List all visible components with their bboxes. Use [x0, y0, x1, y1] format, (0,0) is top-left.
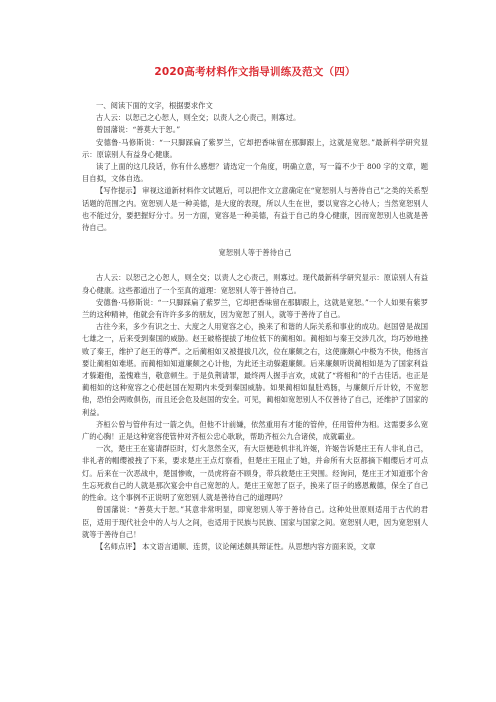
- material-quote-3: 安德鲁·马修斯说：“一只脚踩扁了紫罗兰，它却把香味留在那脚跟上，这就是宽恕。”最新科学研究显示：原谅别人有益身心健康。: [82, 137, 428, 159]
- page-title: 2020高考材料作文指导训练及范文（四）: [154, 66, 356, 78]
- task-heading: 一、阅读下面的文字，根据要求作文: [96, 101, 213, 110]
- essay-paragraph-5: 一次，楚庄王在宴请群臣时，灯火忽然全灭，有大臣便趁机非礼许姬，许姬告诉楚庄王有人非礼自己，非礼者的帽缨被拽了下来，要求楚庄王点灯察看，但楚庄王阻止了她，并命所有大臣都摘下帽缨后才可点灯。后来在一次恶战中，楚国惨败，一员虎将奋不顾身，带兵救楚庄王突围。经询问，楚庄王才知道那个舍生忘死救自己的人就是那次宴会中自己宽恕的人。楚庄王宽恕了臣子，换来了臣子的感恩戴德，保全了自己的性命。这个事例不正说明了宽恕别人就是善待自己的道理吗？: [82, 444, 428, 503]
- material-quote-2: 曾国藩说：“善莫大于恕。”: [96, 125, 181, 135]
- essay-paragraph-3: 古往今来，多少有识之士、大度之人用宽容之心，换来了和谐的人际关系和事业的成功。赵国曾是战国七雄之一，后来受到秦国的威胁。赵王破格提拔了地位低下的蔺相如。蔺相如与秦王交涉几次，均巧妙地挫败了秦王，维护了赵王的尊严。之后蔺相如又被提拔几次，位在廉颇之右，这使廉颇心中极为不快，他扬言要让蔺相如难堪。而蔺相如知道廉颇之心计他，为此还主动躲避廉颇。后来廉颇听说蔺相如是为了国家利益才躲避他，羞愧难当，敬意顿生。于是负荆请罪，最终两人握手言欢，成就了“将相和”的千古佳话。也正是蔺相如的这种宽容之心使赵国在短期内未受到秦国威胁。如果蔺相如鼠肚鸡肠，与廉颇斤斤计较，不宽恕他，恐怕会两败俱伤，而且还会危及赵国的安全。可见，蔺相如宽恕别人不仅善待了自己，还维护了国家的利益。: [82, 322, 428, 417]
- essay-paragraph-4: 齐桓公曾与管仲有过一箭之仇，但他不计前嫌，依然重用有才能的管仲，任用管仲为相。这需要多么宽广的心胸！正是这种宽容使管仲对齐桓公忠心耿耿，帮助齐桓公九合诸侯，成就霸业。: [82, 419, 428, 442]
- essay-title: 宽恕别人等于善待自己: [218, 248, 292, 258]
- essay-paragraph-1: 古人云：以恕己之心恕人，则全交；以责人之心责己，则寡过。现代最新科学研究显示：原谅别人有益身心健康。这些都道出了一个至真的道理：宽恕别人等于善待自己。: [82, 273, 428, 295]
- writing-tips: 【写作提示】 审视这道新材料作文试题后，可以把作文立意确定在“宽恕别人与善待自己”之类的关系型话题的范围之内。宽恕别人是一种美德，是大度的表现，所以人生在世，要以宽容之心待人；当然宽恕别人也不能过分，要把握好分寸。另一方面，宽容是一种美德，有益于自己的身心健康，因而宽恕别人也就是善待自己。: [82, 186, 428, 233]
- material-quote-1: 古人云：以恕己之心恕人，则全交；以责人之心责己，则寡过。: [96, 113, 301, 123]
- teacher-comment: 【名师点评】 本文语言通顺、连贯，议论阐述颇具辩证性。从思想内容方面来说，文章: [96, 541, 376, 551]
- essay-paragraph-2: 安德鲁·马修斯说：“一只脚踩扁了紫罗兰，它却把香味留在那脚跟上，这就是宽恕。”一个人如果有紫罗兰的这种精神，他就会有许许多多的朋友，因为宽恕了别人，就等于善待了自己。: [82, 297, 428, 320]
- essay-paragraph-6: 曾国藩说：“善莫大于恕。”其意非常明显，即宽恕别人等于善待自己。这种处世原则适用于古代的君臣，适用于现代社会中的人与人之间，也适用于民族与民族、国家与国家之间。宽恕别人吧，因为宽恕别人就等于善待自己！: [82, 505, 428, 539]
- task-requirement: 读了上面的这几段话，你有什么感想？请选定一个角度，明确立意，写一篇不少于 800 字的文章，题目自拟，文体自选。: [82, 162, 428, 184]
